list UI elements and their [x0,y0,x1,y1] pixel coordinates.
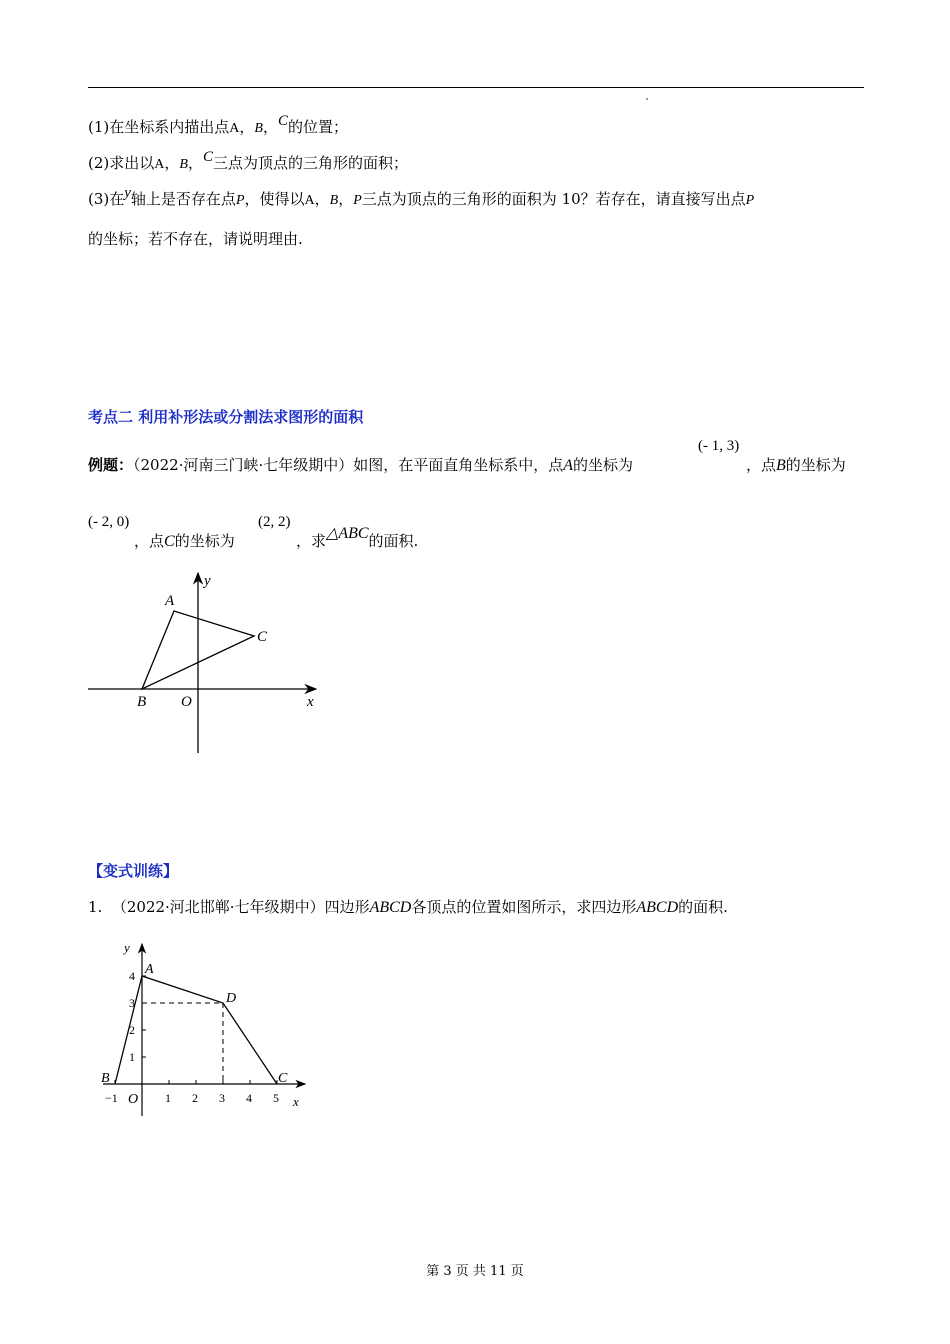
example-text-8: 的面积. [368,532,419,550]
q1-point-a: A [229,121,240,136]
example-text-4: 的坐标为 [785,456,846,474]
x-tick-3: 3 [219,1091,225,1105]
quad-abcd-shape [115,976,277,1084]
q1-sep2: ， [262,118,278,136]
q1-point-b: B [254,121,263,136]
example-label: 例题： [88,456,134,474]
q2-prefix: (2)求出以 [88,154,155,172]
q3-point-p3: P [745,193,755,208]
example-point-c: C [164,533,175,550]
label-x: x [293,1094,299,1109]
label-b: B [101,1071,110,1086]
example-text-7: ，求 [296,532,327,550]
q2-sep2: ， [187,154,203,172]
q2-point-b: B [179,157,188,172]
quad-abcd-1: ABCD [369,899,412,916]
practice-text-1: （2022·河北邯郸·七年级期中）四边形 [111,898,370,916]
example-text-1: （2022·河南三门峡·七年级期中）如图，在平面直角坐标系中，点 [133,456,564,474]
q2-sep1: ， [164,154,180,172]
item-number: 1. [88,898,103,916]
q2-point-c: C [202,149,213,165]
x-tick-1: 1 [165,1091,171,1105]
question-2 [88,149,408,176]
axis-ticks [115,976,277,1084]
label-y: y [204,573,211,589]
coord-c: (2, 2) [258,514,291,530]
example-text-5: ，点 [134,532,165,550]
header-dot [646,98,648,100]
label-o: O [128,1092,139,1107]
x-tick-5: 5 [273,1091,279,1105]
q3-point-p: P [235,193,245,208]
label-o: O [181,694,192,710]
q3-point-b: B [329,193,339,208]
question-3 [88,185,755,212]
label-x: x [307,694,314,710]
x-tick-2: 2 [192,1091,198,1105]
example-line-1-tail [746,454,846,477]
q3-point-p2: P [353,193,362,208]
q3-line2: 的坐标；若不存在，请说明理由. [88,230,303,248]
q3-prefix: (3)在 [88,190,125,208]
y-tick-4: 4 [129,969,135,983]
label-d: D [226,991,237,1006]
q1-point-c: C [277,113,288,129]
triangle-abc: △ABC [326,525,369,542]
header-rule [88,87,864,88]
q3-sep2: ， [338,190,354,208]
q3-y-axis: y [124,185,131,201]
quad-abcd-2: ABCD [636,899,679,916]
figure-triangle-abc [80,565,330,760]
q2-point-a: A [154,157,165,172]
practice-title: 【变式训练】 [88,862,179,880]
coord-a: (- 1, 3) [698,438,740,454]
q2-suffix: 三点为顶点的三角形的面积； [212,154,408,172]
practice-text-3: 的面积. [678,898,728,916]
figure-quadrilateral-abcd [95,938,315,1118]
example-line-2a [134,530,235,553]
x-tick-neg1: −1 [105,1091,118,1105]
q1-suffix: 的位置； [287,118,348,136]
example-text-3: ，点 [746,456,777,474]
y-tick-3: 3 [129,996,135,1010]
q3-point-a: A [304,193,315,208]
example-text-2: 的坐标为 [573,456,634,474]
q1-prefix: (1)在坐标系内描出点 [88,118,230,136]
y-tick-2: 2 [129,1023,135,1037]
label-y: y [124,940,130,955]
q1-sep1: ， [239,118,255,136]
label-c: C [278,1071,288,1086]
x-tick-4: 4 [246,1091,252,1105]
example-point-a: A [563,457,574,474]
coord-b: (- 2, 0) [88,514,130,530]
label-a: A [165,593,175,609]
section-heading: 考点二 利用补形法或分割法求图形的面积 [88,408,364,426]
example-point-b: B [776,457,786,474]
label-b: B [137,694,147,710]
example-line-1 [88,454,633,477]
q3-mid3: 三点为顶点的三角形的面积为 10？若存在，请直接写出点 [361,190,746,208]
example-text-6: 的坐标为 [174,532,235,550]
y-tick-1: 1 [129,1050,135,1064]
q3-mid2: ，使得以 [244,190,305,208]
practice-text-2: 各顶点的位置如图所示，求四边形 [411,898,637,916]
label-a: A [145,962,154,977]
page-footer: 第 3 页 共 11 页 [426,1264,524,1279]
q3-sep1: ， [314,190,330,208]
question-1 [88,113,348,140]
label-c: C [257,629,268,645]
question-3-line-2 [88,228,303,250]
q3-mid1: 轴上是否存在点 [130,190,236,208]
example-line-2b [296,525,419,553]
practice-item-1 [88,896,728,919]
